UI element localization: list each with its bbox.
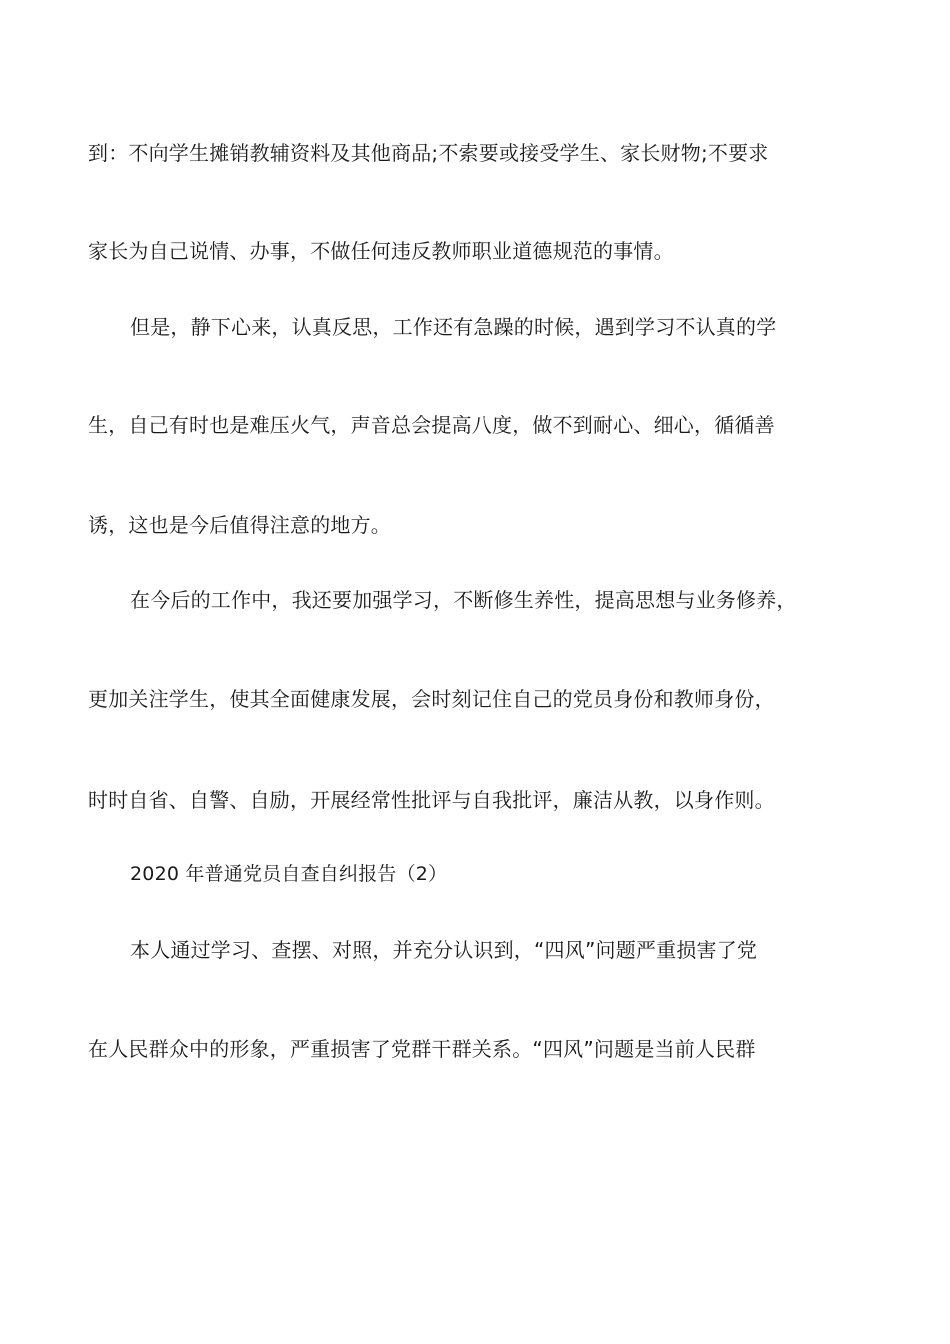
paragraph-first-line: 但是，静下心来，认真反思，工作还有急躁的时候，遇到学习不认真的学 [130, 315, 777, 339]
paragraph-line: 到：不向学生摊销教辅资料及其他商品;不索要或接受学生、家长财物;不要求 [88, 141, 769, 165]
paragraph-line: 时时自省、自警、自励，开展经常性批评与自我批评，廉洁从教，以身作则。 [88, 788, 775, 812]
paragraph-line: 更加关注学生，使其全面健康发展，会时刻记住自己的党员身份和教师身份， [88, 687, 775, 711]
paragraph-first-line: 本人通过学习、查摆、对照，并充分认识到，“四风”问题严重损害了党 [130, 938, 758, 962]
paragraph-first-line: 在今后的工作中，我还要加强学习，不断修生养性，提高思想与业务修养， [130, 588, 797, 612]
paragraph-line: 生，自己有时也是难压火气，声音总会提高八度，做不到耐心、细心，循循善 [88, 413, 775, 437]
paragraph-line: 家长为自己说情、办事，不做任何违反教师职业道德规范的事情。 [88, 239, 674, 263]
paragraph-line: 诱，这也是今后值得注意的地方。 [88, 513, 391, 537]
section-heading: 2020 年普通党员自查自纠报告（2） [130, 863, 448, 885]
paragraph-line: 在人民群众中的形象，严重损害了党群干群关系。“四风”问题是当前人民群 [88, 1037, 756, 1061]
